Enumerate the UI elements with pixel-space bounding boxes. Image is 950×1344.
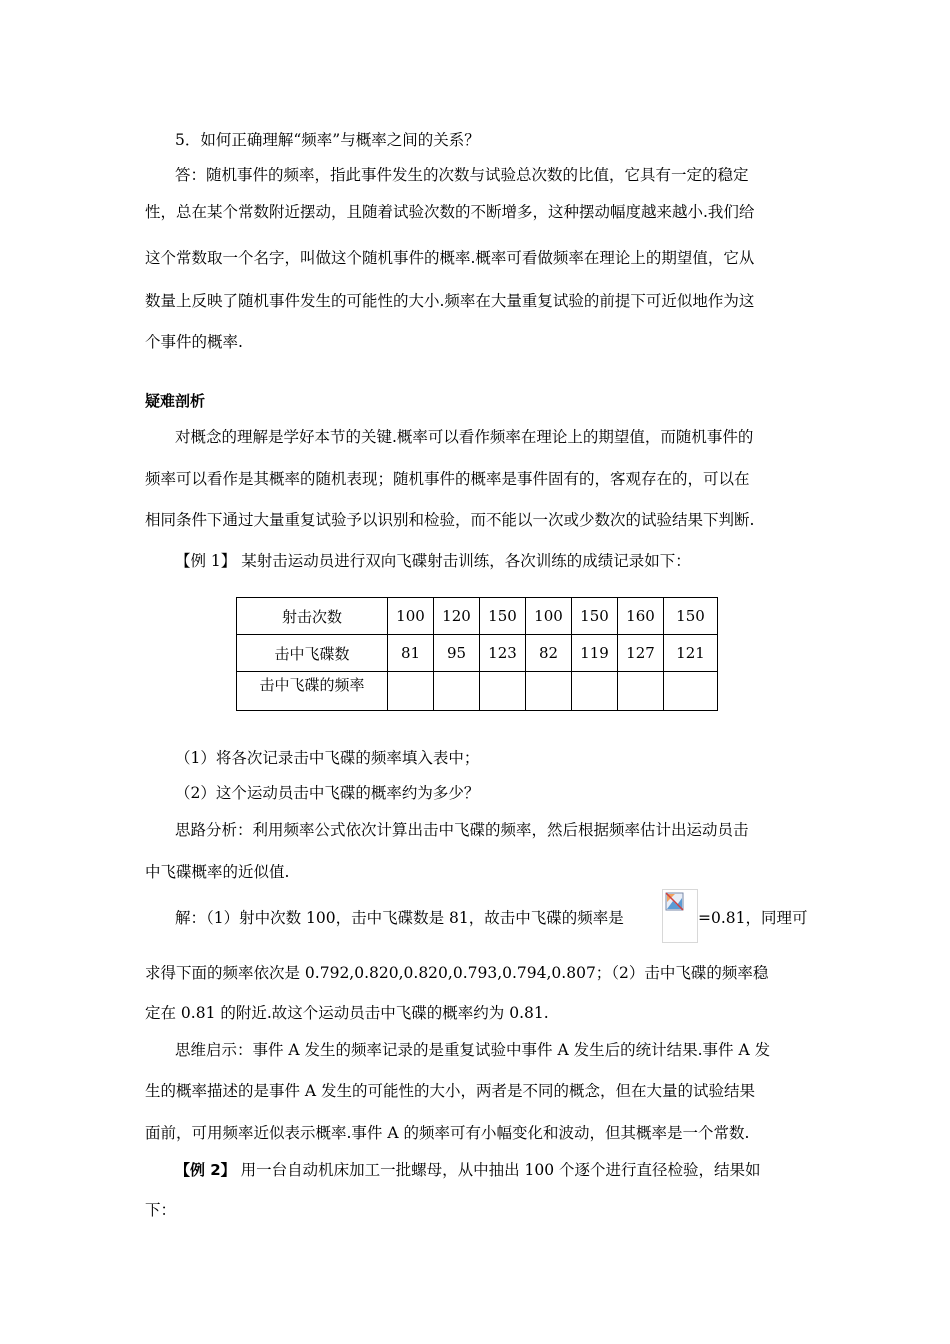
- row-label: 射击次数: [237, 598, 388, 635]
- solution-part1: 解：（1）射中次数 100，击中飞碟数是 81，故击中飞碟的频率是: [175, 909, 624, 927]
- row-label: 击中飞碟数: [237, 635, 388, 672]
- analysis-line: 思路分析：利用频率公式依次计算出击中飞碟的频率，然后根据频率估计出运动员击: [175, 821, 749, 839]
- table-cell: 160: [618, 598, 664, 635]
- table-cell: 150: [572, 598, 618, 635]
- intro-line: 频率可以看作是其概率的随机表现；随机事件的概率是事件固有的，客观存在的，可以在: [145, 470, 750, 488]
- table-cell: 150: [664, 598, 718, 635]
- intro-line: 对概念的理解是学好本节的关键.概率可以看作频率在理论上的期望值，而随机事件的: [175, 428, 754, 446]
- table-cell: [618, 672, 664, 711]
- table-cell: [434, 672, 480, 711]
- table-cell: [388, 672, 434, 711]
- insight-line: 面前，可用频率近似表示概率.事件 A 的频率可有小幅变化和波动，但其概率是一个常数.: [145, 1124, 750, 1142]
- table-cell: [480, 672, 526, 711]
- table-cell: [664, 672, 718, 711]
- intro-line: 相同条件下通过大量重复试验予以识别和检验，而不能以一次或少数次的试验结果下判断.: [145, 511, 755, 529]
- insight-line: 思维启示：事件 A 发生的频率记录的是重复试验中事件 A 发生后的统计结果.事件 A 发: [175, 1041, 771, 1059]
- table-cell: 82: [526, 635, 572, 672]
- solution-part2: =0.81，同理可: [698, 909, 808, 927]
- table-cell: 95: [434, 635, 480, 672]
- insight-line: 生的概率描述的是事件 A 发生的可能性的大小，两者是不同的概念，但在大量的试验结果: [145, 1082, 756, 1100]
- fraction-image: [662, 889, 698, 943]
- analysis-line: 中飞碟概率的近似值.: [145, 863, 290, 881]
- answer-line: 性，总在某个常数附近摆动，且随着试验次数的不断增多，这种摆动幅度越来越小.我们给: [145, 203, 755, 221]
- table-cell: [526, 672, 572, 711]
- table-cell: 81: [388, 635, 434, 672]
- answer-line: 个事件的概率.: [145, 333, 243, 351]
- example1-title: 【例 1】 某射击运动员进行双向飞碟射击训练，各次训练的成绩记录如下：: [175, 552, 691, 570]
- table-cell: 100: [526, 598, 572, 635]
- example2-line2: 下：: [145, 1201, 177, 1219]
- table-cell: 120: [434, 598, 480, 635]
- solution-line: 求得下面的频率依次是 0.792,0.820,0.820,0.793,0.794,0.807；（2）击中飞碟的频率稳: [145, 964, 769, 982]
- example2-text: 用一台自动机床加工一批螺母，从中抽出 100 个逐个进行直径检验，结果如: [235, 1161, 761, 1179]
- answer-line: 答：随机事件的频率，指此事件发生的次数与试验总次数的比值，它具有一定的稳定: [175, 166, 749, 184]
- table-cell: 100: [388, 598, 434, 635]
- table-cell: 127: [618, 635, 664, 672]
- table-cell: 123: [480, 635, 526, 672]
- example2-label: 【例 2】: [175, 1161, 236, 1179]
- question-5: 5．如何正确理解“频率”与概率之间的关系？: [175, 131, 480, 149]
- solution-line: 定在 0.81 的附近.故这个运动员击中飞碟的概率约为 0.81.: [145, 1004, 549, 1022]
- table-cell: 121: [664, 635, 718, 672]
- table-cell: 150: [480, 598, 526, 635]
- table-row: [237, 598, 718, 635]
- table-cell: [572, 672, 618, 711]
- example2-line: [175, 1158, 761, 1180]
- question-2: （2）这个运动员击中飞碟的概率约为多少？: [175, 784, 480, 802]
- section-title: 疑难剖析: [145, 392, 206, 410]
- broken-image-icon: [663, 890, 697, 942]
- table-cell: 119: [572, 635, 618, 672]
- answer-line: 数量上反映了随机事件发生的可能性的大小.频率在大量重复试验的前提下可近似地作为这: [145, 292, 755, 310]
- question-1: （1）将各次记录击中飞碟的频率填入表中；: [175, 749, 480, 767]
- answer-line: 这个常数取一个名字，叫做这个随机事件的概率.概率可看做频率在理论上的期望值，它从: [145, 249, 755, 267]
- row-label: 击中飞碟的频率: [237, 672, 388, 711]
- table-row: [237, 635, 718, 672]
- score-table: [236, 597, 718, 711]
- table-row: [237, 672, 718, 711]
